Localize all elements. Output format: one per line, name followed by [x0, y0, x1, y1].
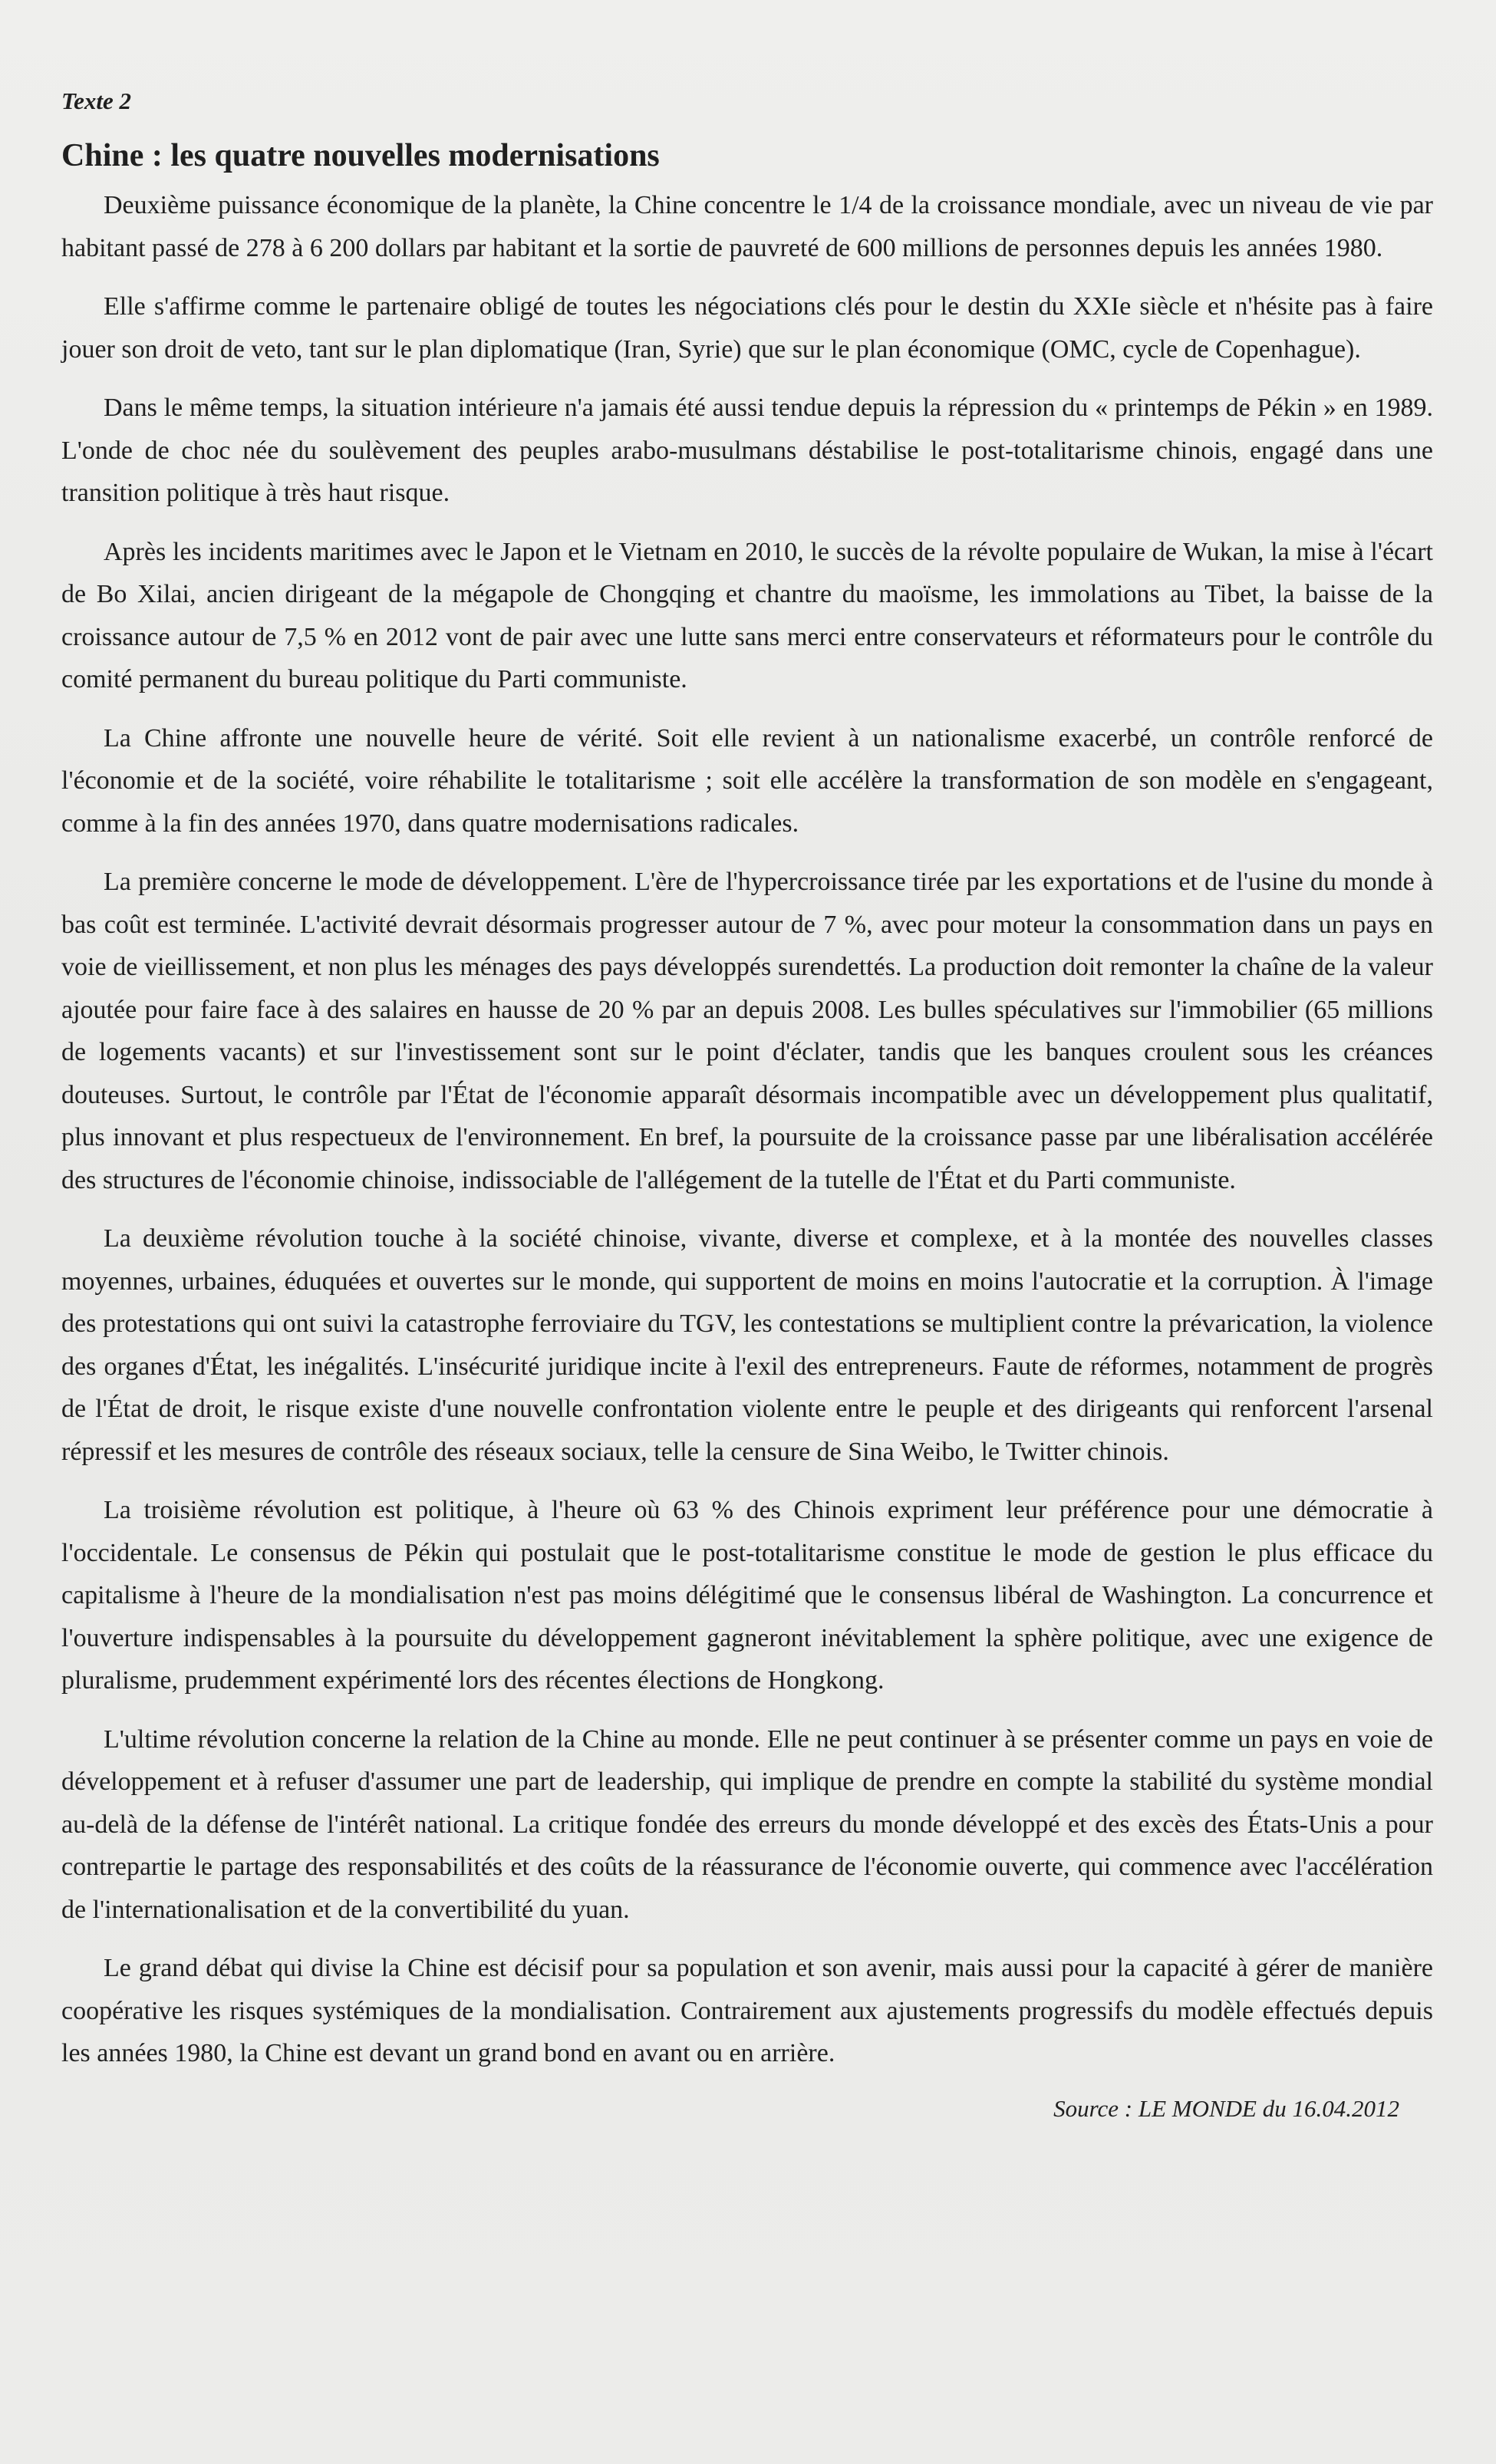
source-citation: Source : LE MONDE du 16.04.2012	[1053, 2094, 1399, 2122]
paragraph-5: La Chine affronte une nouvelle heure de vérité. Soit elle revient à un nationalisme exacerbé, un contrôle renforcé de l'économie et de la société, voire réhabilite le totalitarisme ; soit elle accélère la transformation de son modèle en s'engageant, comme à la fin des années 1970, dans quatre modernisations radicales.	[61, 723, 1433, 838]
paragraph-2: Elle s'affirme comme le partenaire obligé de toutes les négociations clés pour le destin du XXIe siècle et n'hésite pas à faire jouer son droit de veto, tant sur le plan diplomatique (Iran, Syrie) que sur le plan économique (OMC, cycle de Copenhague).	[61, 292, 1433, 364]
paragraph-8: La troisième révolution est politique, à l'heure où 63 % des Chinois expriment leur préférence pour une démocratie à l'occidentale. Le consensus de Pékin qui postulait que le post-totalitarisme constitue le mode de gestion le plus efficace du capitalisme à l'heure de la mondialisation n'est pas moins délégitimé que le consensus libéral de Washington. La concurrence et l'ouverture indispensables à la poursuite du développement gagneront inévitablement la sphère politique, avec une exigence de pluralisme, prudemment expérimenté lors des récentes élections de Hongkong.	[61, 1496, 1433, 1695]
paragraph-9: L'ultime révolution concerne la relation de la Chine au monde. Elle ne peut continuer à se présenter comme un pays en voie de développement et à refuser d'assumer une part de leadership, qui implique de prendre en compte la stabilité du système mondial au-delà de la défense de l'intérêt national. La critique fondée des erreurs du monde développé et des excès des États-Unis a pour contrepartie le partage des responsabilités et des coûts de la réassurance de l'économie ouverte, qui commence avec l'accélération de l'internationalisation et de la convertibilité du yuan.	[61, 1724, 1433, 1924]
paragraph-7: La deuxième révolution touche à la société chinoise, vivante, diverse et complexe, et à la montée des nouvelles classes moyennes, urbaines, éduquées et ouvertes sur le monde, qui supportent de moins en moins l'autocratie et la corruption. À l'image des protestations qui ont suivi la catastrophe ferroviaire du TGV, les contestations se multiplient contre la prévarication, la violence des organes d'État, les inégalités. L'insécurité juridique incite à l'exil des entrepreneurs. Faute de réformes, notamment de progrès de l'État de droit, le risque existe d'une nouvelle confrontation violente entre le peuple et des dirigeants qui renforcent l'arsenal répressif et les mesures de contrôle des réseaux sociaux, telle la censure de Sina Weibo, le Twitter chinois.	[61, 1224, 1433, 1466]
paragraph-1: Deuxième puissance économique de la planète, la Chine concentre le 1/4 de la croissance mondiale, avec un niveau de vie par habitant passé de 278 à 6 200 dollars par habitant et la sortie de pauvreté de 600 millions de personnes depuis les années 1980.	[61, 191, 1433, 262]
paragraph-10: Le grand débat qui divise la Chine est décisif pour sa population et son avenir, mais aussi pour la capacité à gérer de manière coopérative les risques systémiques de la mondialisation. Contrairement aux ajustements progressifs du modèle effectués depuis les années 1980, la Chine est devant un grand bond en avant ou en arrière.	[61, 1954, 1433, 2067]
paragraph-3: Dans le même temps, la situation intérieure n'a jamais été aussi tendue depuis la répression du « printemps de Pékin » en 1989. L'onde de choc née du soulèvement des peuples arabo-musulmans déstabilise le post-totalitarisme chinois, engagé dans une transition politique à très haut risque.	[61, 394, 1433, 507]
paragraph-6: La première concerne le mode de développement. L'ère de l'hypercroissance tirée par les exportations et de l'usine du monde à bas coût est terminée. L'activité devrait désormais progresser autour de 7 %, avec pour moteur la consommation dans un pays en voie de vieillissement, et non plus les ménages des pays développés surendettés. La production doit remonter la chaîne de la valeur ajoutée pour faire face à des salaires en hausse de 20 % par an depuis 2008. Les bulles spéculatives sur l'immobilier (65 millions de logements vacants) et sur l'investissement sont sur le point d'éclater, tandis que les banques croulent sous les créances douteuses. Surtout, le contrôle par l'État de l'économie apparaît désormais incompatible avec un développement plus qualitatif, plus innovant et plus respectueux de l'environnement. En bref, la poursuite de la croissance passe par une libéralisation accélérée des structures de l'économie chinoise, indissociable de l'allégement de la tutelle de l'État et du Parti communiste.	[61, 868, 1433, 1194]
paragraph-4: Après les incidents maritimes avec le Japon et le Vietnam en 2010, le succès de la révolte populaire de Wukan, la mise à l'écart de Bo Xilai, ancien dirigeant de la mégapole de Chongqing et chantre du maoïsme, les immolations au Tibet, la baisse de la croissance autour de 7,5 % en 2012 vont de pair avec une lutte sans merci entre conservateurs et réformateurs pour le contrôle du comité permanent du bureau politique du Parti communiste.	[61, 537, 1433, 693]
text-label: Texte 2	[61, 87, 131, 114]
document-title: Chine : les quatre nouvelles modernisations	[61, 138, 660, 173]
